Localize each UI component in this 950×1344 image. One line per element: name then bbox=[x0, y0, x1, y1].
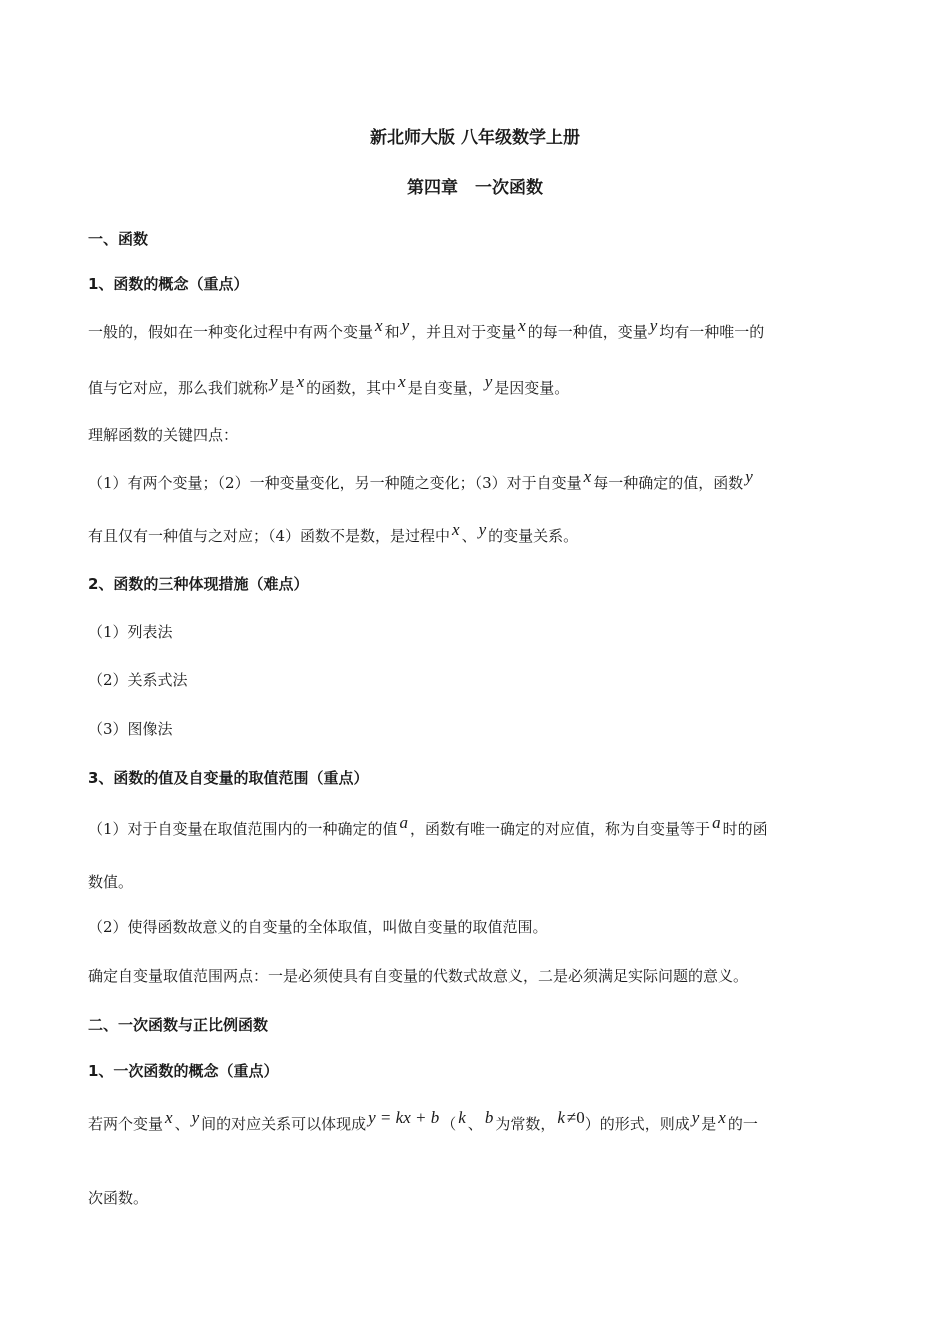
text-span: ）的形式，则成 bbox=[584, 1115, 690, 1133]
text-span: 一般的，假如在一种变化过程中有两个变量 bbox=[88, 323, 374, 341]
subheading-linear-concept: 1、一次函数的概念（重点） bbox=[88, 1062, 279, 1080]
math-var: y bbox=[484, 372, 493, 391]
math-var: y bbox=[691, 1108, 700, 1127]
text-span: 是因变量。 bbox=[494, 379, 570, 397]
paragraph-line bbox=[88, 372, 870, 398]
math-var: k bbox=[458, 1108, 466, 1127]
text-span: 、 bbox=[467, 1115, 483, 1133]
math-var: x bbox=[375, 316, 383, 335]
paragraph-line bbox=[88, 813, 870, 839]
text-span: 为常数， bbox=[495, 1115, 556, 1133]
math-symbol: ≠0 bbox=[566, 1108, 585, 1127]
paragraph-line: （2）使得函数故意义的自变量的全体取值，叫做自变量的取值范围。 bbox=[88, 918, 548, 936]
subheading-representations: 2、函数的三种体现措施（难点） bbox=[88, 575, 309, 593]
text-span: 的一 bbox=[727, 1115, 758, 1133]
text-span: 若两个变量 bbox=[88, 1115, 164, 1133]
text-span: 间的对应关系可以体现成 bbox=[201, 1115, 367, 1133]
text-span: 是 bbox=[279, 379, 295, 397]
math-var: x bbox=[583, 467, 592, 486]
paragraph-line bbox=[88, 316, 870, 342]
text-span: 的每一种值，变量 bbox=[527, 323, 648, 341]
chapter-title: 第四章 一次函数 bbox=[407, 178, 543, 198]
text-span: ，并且对于变量 bbox=[411, 323, 517, 341]
math-var: y bbox=[191, 1108, 200, 1127]
text-span: 时的函 bbox=[722, 820, 768, 838]
subheading-function-concept: 1、函数的概念（重点） bbox=[88, 275, 249, 293]
math-var: x bbox=[452, 520, 460, 539]
text-span: （ bbox=[441, 1115, 457, 1133]
text-span: 的函数，其中 bbox=[306, 379, 397, 397]
math-var: y bbox=[478, 520, 487, 539]
text-span: 、 bbox=[174, 1115, 190, 1133]
subheading-function-value: 3、函数的值及自变量的取值范围（重点） bbox=[88, 769, 369, 787]
text-span: 有且仅有一种值与之对应；（4）函数不是数，是过程中 bbox=[88, 527, 451, 545]
section-heading-functions: 一、函数 bbox=[88, 230, 149, 248]
math-var: k bbox=[557, 1108, 565, 1127]
document-title: 新北师大版 八年级数学上册 bbox=[370, 128, 580, 148]
math-var: y bbox=[401, 316, 410, 335]
text-span: 是 bbox=[701, 1115, 717, 1133]
text-span: 和 bbox=[384, 323, 400, 341]
paragraph-line bbox=[88, 467, 870, 493]
math-var: x bbox=[296, 372, 305, 391]
math-var: x bbox=[165, 1108, 173, 1127]
paragraph-line: 确定自变量取值范围两点：一是必须使具有自变量的代数式故意义，二是必须满足实际问题的意义。 bbox=[88, 967, 749, 985]
text-span: 是自变量， bbox=[407, 379, 483, 397]
text-span: 、 bbox=[461, 527, 477, 545]
math-var: y bbox=[649, 316, 658, 335]
text-span: 均有一种唯一的 bbox=[659, 323, 765, 341]
paragraph-line: 理解函数的关键四点： bbox=[88, 426, 239, 444]
math-var: x bbox=[718, 1108, 726, 1127]
math-var: x bbox=[398, 372, 406, 391]
math-var: a bbox=[399, 813, 409, 832]
math-var: x bbox=[518, 316, 526, 335]
math-var: y bbox=[745, 467, 753, 486]
paragraph-line: 数值。 bbox=[88, 873, 134, 891]
list-item: （3）图像法 bbox=[88, 720, 173, 738]
text-span: （1）对于自变量在取值范围内的一种确定的值 bbox=[88, 820, 398, 838]
paragraph-line bbox=[88, 1108, 870, 1134]
list-item: （2）关系式法 bbox=[88, 671, 188, 689]
math-var: b bbox=[484, 1108, 494, 1127]
section-heading-linear-functions: 二、一次函数与正比例函数 bbox=[88, 1016, 269, 1034]
math-equation: y = kx + b bbox=[368, 1108, 440, 1127]
paragraph-line bbox=[88, 520, 870, 546]
text-span: 的变量关系。 bbox=[488, 527, 579, 545]
text-span: 每一种确定的值，函数 bbox=[593, 474, 744, 492]
math-var: a bbox=[712, 813, 721, 832]
text-span: （1）有两个变量；（2）一种变量变化，另一种随之变化；（3）对于自变量 bbox=[88, 474, 582, 492]
list-item: （1）列表法 bbox=[88, 623, 173, 641]
paragraph-line: 次函数。 bbox=[88, 1189, 149, 1207]
math-var: y bbox=[270, 372, 278, 391]
text-span: 值与它对应，那么我们就称 bbox=[88, 379, 269, 397]
text-span: ，函数有唯一确定的对应值，称为自变量等于 bbox=[410, 820, 711, 838]
